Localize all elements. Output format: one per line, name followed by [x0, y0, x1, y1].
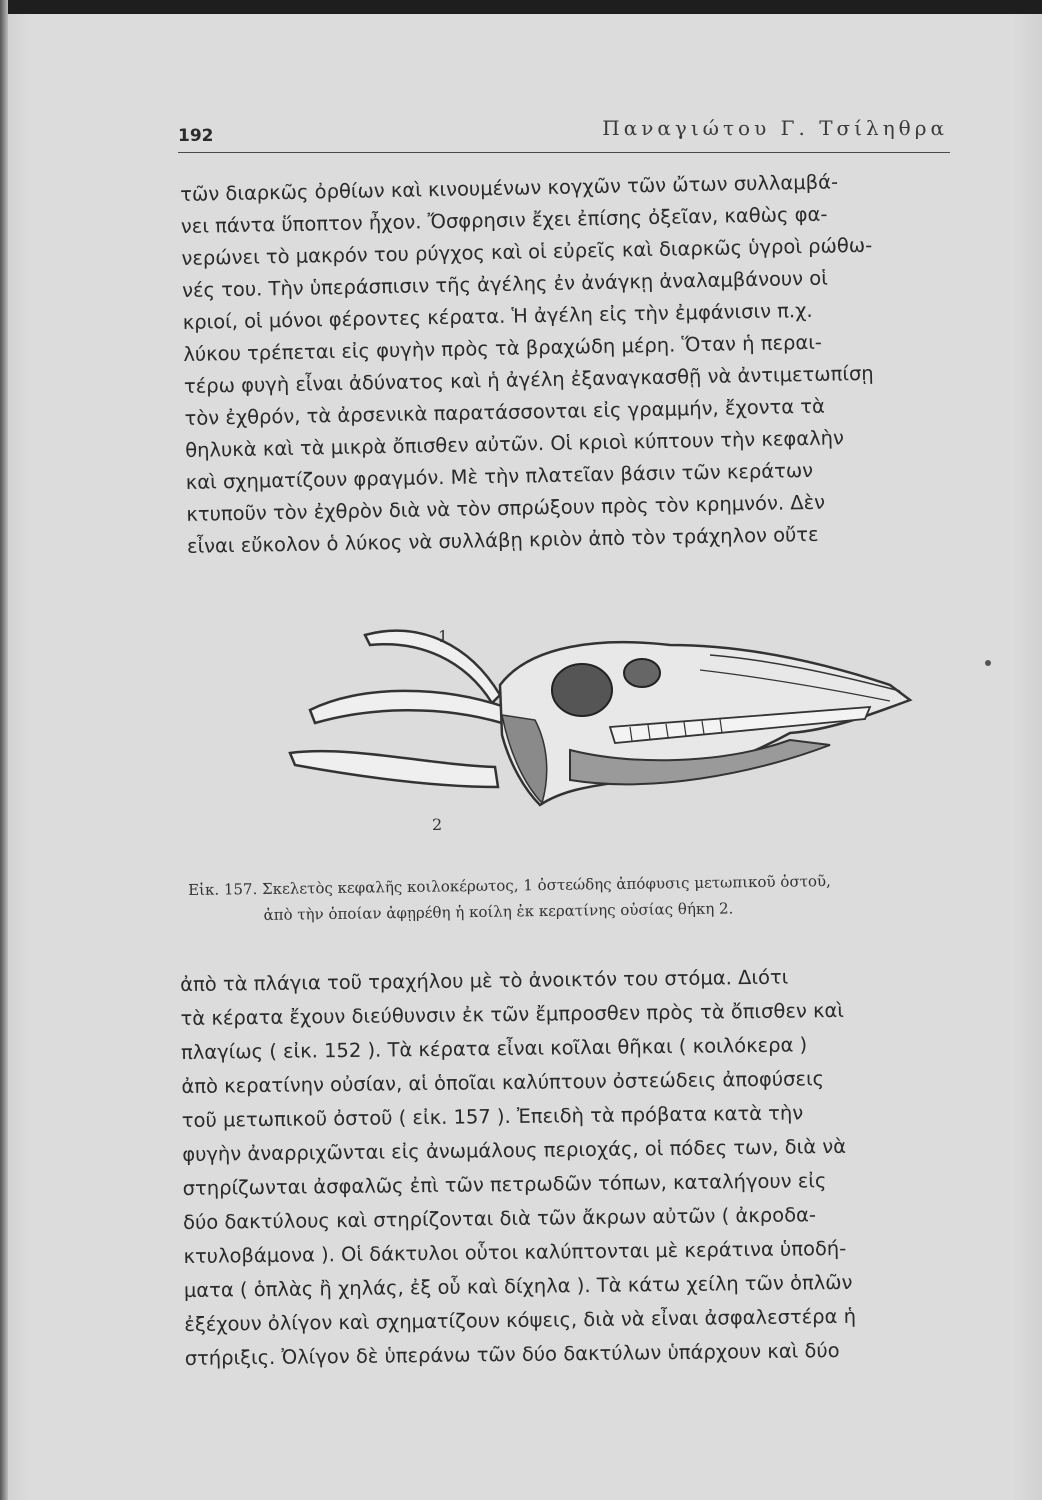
text-line: ἀπὸ τὰ πλάγια τοῦ τραχήλου μὲ τὸ ἀνοικτόν του στόμα. Διότι [180, 965, 789, 996]
text-line: θηλυκὰ καὶ τὰ μικρὰ ὄπισθεν αὐτῶν. Οἱ κριοὶ κύπτουν τὴν κεφαλὴν [184, 426, 845, 462]
scan-left-edge [0, 0, 8, 1500]
text-line: νές του. Τὴν ὑπεράσπισιν τῆς ἀγέλης ἐν ἀνάγκῃ ἀναλαμβάνουν οἱ [181, 266, 829, 302]
scan-speck [985, 660, 991, 666]
text-line: ἐξέχουν ὀλίγον καὶ σχηματίζουν κόψεις, διὰ νὰ εἶναι ἀσφαλεστέρα ἡ [184, 1304, 857, 1336]
text-line: φυγὴν ἀναρριχῶνται εἰς ἀνωμάλους περιοχάς, οἱ πόδες των, διὰ νὰ [182, 1134, 847, 1166]
paragraph-top [180, 165, 950, 558]
text-line: λύκου τρέπεται εἰς φυγὴν πρὸς τὰ βραχώδη μέρη. Ὅταν ἡ περαι- [183, 330, 823, 366]
ram-skull-illustration [270, 615, 970, 855]
figure-label-1: 1 [438, 627, 449, 646]
running-head: Παναγιώτου Γ. Τσίληθρα [602, 116, 948, 140]
skull-figure [270, 615, 970, 855]
text-line: κριοί, οἱ μόνοι φέροντες κέρατα. Ἡ ἀγέλη εἰς τὴν ἐμφάνισιν π.χ. [182, 298, 813, 334]
text-line: κτυλοβάμονα ). Οἱ δάκτυλοι οὗτοι καλύπτονται μὲ κεράτινα ὑποδή- [183, 1236, 847, 1268]
text-line: τῶν διαρκῶς ὀρθίων καὶ κινουμένων κογχῶν τῶν ὤτων συλλαμβά- [180, 170, 839, 206]
figure-caption [188, 867, 958, 924]
figure-label-2: 2 [432, 815, 443, 834]
text-line: τὰ κέρατα ἔχουν διεύθυνσιν ἐκ τῶν ἔμπροσθεν πρὸς τὰ ὄπισθεν καὶ [180, 998, 845, 1030]
text-line: καὶ σχηματίζουν φραγμόν. Μὲ τὴν πλατεῖαν βάσιν τῶν κεράτων [185, 458, 814, 494]
text-line: τὸν ἐχθρόν, τὰ ἀρσενικὰ παρατάσσονται εἰς γραμμήν, ἔχοντα τὰ [184, 394, 826, 430]
text-line: εἶναι εὔκολον ὁ λύκος νὰ συλλάβῃ κριὸν ἀπὸ τὸν τράχηλον οὔτε [186, 522, 819, 558]
text-line: κτυποῦν τὸν ἐχθρὸν διὰ νὰ τὸν σπρώξουν πρὸς τὸν κρημνόν. Δὲν [186, 490, 826, 526]
text-line: δύο δακτύλους καὶ στηρίζονται διὰ τῶν ἄκρων αὐτῶν ( ἀκροδα- [182, 1203, 817, 1234]
caption-line: ἀπὸ τὴν ὁποίαν ἀφῃρέθη ἡ κοίλη ἐκ κερατίνης οὐσίας θήκη 2. [263, 899, 734, 924]
text-line: τοῦ μετωπικοῦ ὀστοῦ ( εἰκ. 157 ). Ἐπειδὴ τὰ πρόβατα κατὰ τὴν [181, 1101, 804, 1132]
text-line: πλαγίως ( εἰκ. 152 ). Τὰ κέρατα εἶναι κοῖλαι θῆκαι ( κοιλόκερα ) [180, 1033, 808, 1064]
text-line: τέρω φυγὴ εἶναι ἀδύνατος καὶ ἡ ἀγέλη ἐξαναγκασθῇ νὰ ἀντιμετωπίσῃ [183, 361, 874, 398]
text-line: νει πάντα ὕποπτον ἦχον. Ὄσφρησιν ἔχει ἐπίσης ὀξεῖαν, καθὼς φα- [180, 202, 828, 238]
scan-top-border [0, 0, 1042, 14]
page-number: 192 [178, 126, 214, 146]
text-line: νερώνει τὸ μακρόν του ρύγχος καὶ οἱ εὐρεῖς καὶ διαρκῶς ὑγροὶ ρώθω- [181, 233, 873, 270]
page-header [178, 112, 950, 153]
caption-line: Εἰκ. 157. Σκελετὸς κεφαλῆς κοιλοκέρωτος, 1 ὀστεώδης ἀπόφυσις μετωπικοῦ ὀστοῦ, [188, 872, 831, 899]
paragraph-bottom [180, 961, 950, 1370]
text-line: ματα ( ὁπλὰς ἢ χηλάς, ἐξ οὗ καὶ δίχηλα ). Τὰ κάτω χείλη τῶν ὁπλῶν [183, 1270, 853, 1302]
text-line: στηρίζωνται ἀσφαλῶς ἐπὶ τῶν πετρωδῶν τόπων, καταλήγουν εἰς [182, 1169, 827, 1200]
text-line: ἀπὸ κερατίνην οὐσίαν, αἱ ὁποῖαι καλύπτουν ὀστεώδεις ἀποφύσεις [181, 1067, 825, 1098]
text-line: στήριξις. Ὀλίγον δὲ ὑπεράνω τῶν δύο δακτύλων ὑπάρχουν καὶ δύο [184, 1338, 840, 1370]
